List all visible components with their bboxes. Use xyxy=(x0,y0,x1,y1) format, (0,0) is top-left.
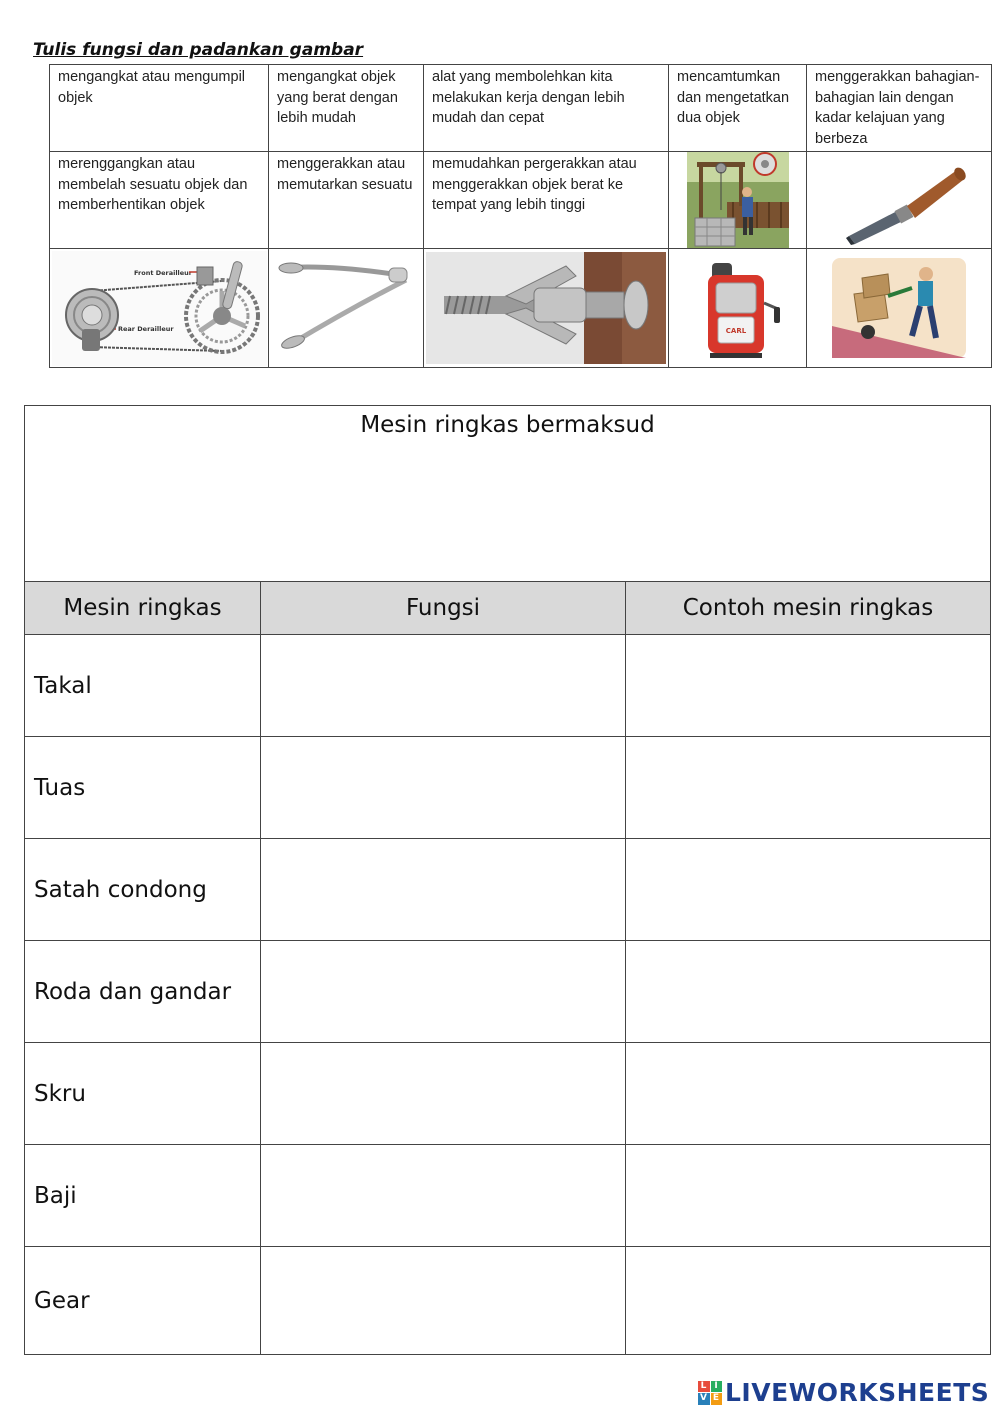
example-answer-cell[interactable] xyxy=(626,635,991,737)
header-mesin-ringkas: Mesin ringkas xyxy=(25,582,261,635)
machine-name: Baji xyxy=(25,1145,261,1247)
logo-letter: I xyxy=(711,1381,723,1393)
front-derailleur-label: Front Derailleur xyxy=(133,268,192,277)
inclined-plane-image[interactable] xyxy=(807,249,992,368)
simple-machine-table xyxy=(24,405,991,1355)
logo-letter: V xyxy=(698,1393,710,1405)
function-answer-cell[interactable] xyxy=(261,1145,626,1247)
function-text-6[interactable]: merenggangkan atau membelah sesuatu objek dan memberhentikan objek xyxy=(50,152,269,249)
well-pulley-image[interactable] xyxy=(669,152,807,249)
definition-cell[interactable] xyxy=(25,406,991,582)
liveworksheets-logo xyxy=(698,1378,989,1407)
chisel-image[interactable] xyxy=(807,152,992,249)
function-text-7[interactable]: menggerakkan atau memutarkan sesuatu xyxy=(269,152,424,249)
wall-anchor-image[interactable] xyxy=(424,249,669,368)
function-text-2[interactable]: mengangkat objek yang berat dengan lebih mudah xyxy=(269,65,424,152)
pencil-sharpener-image[interactable] xyxy=(669,249,807,368)
function-text-4[interactable]: mencamtumkan dan mengetatkan dua objek xyxy=(669,65,807,152)
example-answer-cell[interactable] xyxy=(626,1247,991,1355)
definition-label: Mesin ringkas bermaksud xyxy=(360,412,655,438)
function-answer-cell[interactable] xyxy=(261,1043,626,1145)
machine-name: Skru xyxy=(25,1043,261,1145)
header-fungsi: Fungsi xyxy=(261,582,626,635)
example-answer-cell[interactable] xyxy=(626,839,991,941)
brand-name: LIVEWORKSHEETS xyxy=(725,1378,990,1407)
machine-name: Roda dan gandar xyxy=(25,941,261,1043)
function-text-3[interactable]: alat yang membolehkan kita melakukan kerja dengan lebih mudah dan cepat xyxy=(424,65,669,152)
logo-letter: E xyxy=(711,1393,723,1405)
worksheet-title: Tulis fungsi dan padankan gambar xyxy=(33,40,364,60)
function-answer-cell[interactable] xyxy=(261,1247,626,1355)
liveworksheets-icon xyxy=(698,1381,722,1405)
bicycle-gear-image[interactable] xyxy=(50,249,269,368)
function-text-5[interactable]: menggerakkan bahagian-bahagian lain dengan kadar kelajuan yang berbeza xyxy=(807,65,992,152)
function-answer-cell[interactable] xyxy=(261,635,626,737)
logo-letter: L xyxy=(698,1381,710,1393)
rear-derailleur-label: Rear Derailleur xyxy=(117,324,174,333)
example-answer-cell[interactable] xyxy=(626,1043,991,1145)
example-answer-cell[interactable] xyxy=(626,1145,991,1247)
function-answer-cell[interactable] xyxy=(261,737,626,839)
sharpener-brand: CARL xyxy=(725,327,746,335)
tongs-image[interactable] xyxy=(269,249,424,368)
header-contoh: Contoh mesin ringkas xyxy=(626,582,991,635)
function-answer-cell[interactable] xyxy=(261,839,626,941)
machine-name: Tuas xyxy=(25,737,261,839)
example-answer-cell[interactable] xyxy=(626,737,991,839)
function-text-8[interactable]: memudahkan pergerakkan atau menggerakkan objek berat ke tempat yang lebih tinggi xyxy=(424,152,669,249)
machine-name: Satah condong xyxy=(25,839,261,941)
machine-name: Gear xyxy=(25,1247,261,1355)
matching-table xyxy=(49,64,992,368)
function-text-1[interactable]: mengangkat atau mengumpil objek xyxy=(50,65,269,152)
example-answer-cell[interactable] xyxy=(626,941,991,1043)
function-answer-cell[interactable] xyxy=(261,941,626,1043)
machine-name: Takal xyxy=(25,635,261,737)
